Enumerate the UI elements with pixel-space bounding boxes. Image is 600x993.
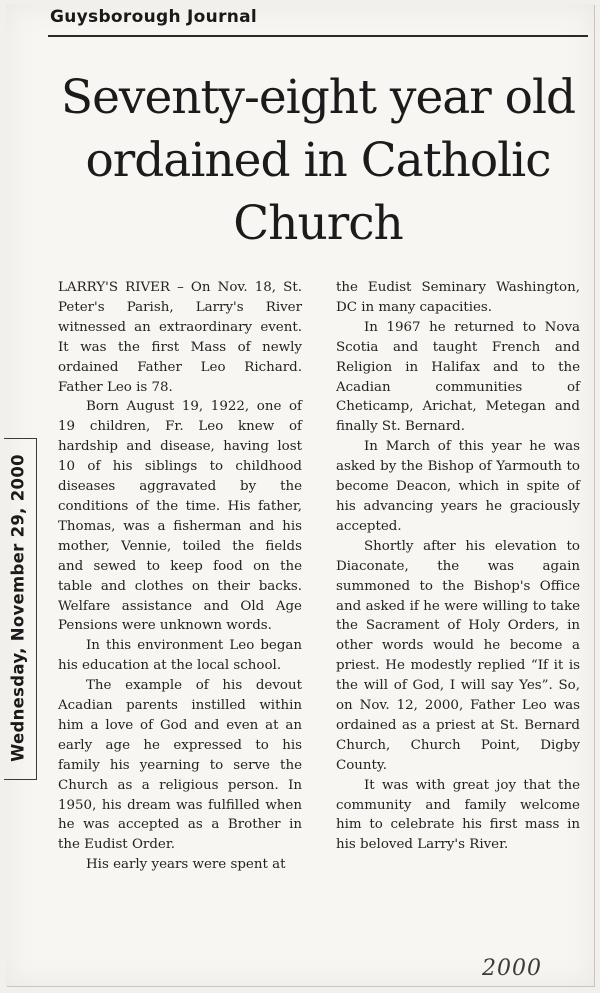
paragraph: It was with great joy that the community and family welcome him to celebrate his first mass in his beloved Larry's River. (336, 777, 580, 853)
paragraph: Born August 19, 1922, one of 19 children, Fr. Leo knew of hardship and disease, having lost 10 of his siblings to childhood diseases aggravated by the conditions of the time. His father, Thomas, was a fisherman and his mother, Vennie, toiled the fields and sewed to keep food on the table and clothes on their backs. Welfare assistance and Old Age Pensions were unknown words. (58, 399, 302, 634)
paragraph: The example of his devout Acadian parents instilled within him a love of God and even at an early age he expressed to his family his yearning to serve the Church as a religious person. In 1950, his dream was fulfilled when he was accepted as a Brother in the Eudist Order. (58, 678, 302, 853)
article-column-left (58, 278, 302, 875)
headline (48, 66, 588, 255)
paragraph: In 1967 he returned to Nova Scotia and taught French and Religion in Halifax and to the Acadian communities of Cheticamp, Arichat, Metegan and finally St. Bernard. (336, 319, 580, 435)
paragraph: His early years were spent at (86, 857, 286, 873)
headline-line-2: ordained in Catholic (85, 133, 551, 188)
headline-line-3: Church (233, 196, 403, 251)
paragraph: LARRY'S RIVER – On Nov. 18, St. Peter's Parish, Larry's River witnessed an extraordinary event. It was the first Mass of newly ordained Father Leo Richard. Father Leo is 78. (58, 280, 302, 395)
paragraph: In March of this year he was asked by the Bishop of Yarmouth to become Deacon, which in spite of his advancing years he graciously accepted. (336, 439, 580, 534)
paragraph: Shortly after his elevation to Diaconate, the was again summoned to the Bishop's Office and asked if he were willing to take the Sacrament of Holy Orders, in other words would he become a priest. He modestly replied “If it is the will of God, I will say Yes”. So, on Nov. 12, 2000, Father Leo was ordained as a priest at St. Bernard Church, Church Point, Digby County. (336, 538, 580, 773)
dateline: Wednesday, November 29, 2000 (8, 454, 28, 762)
headline-line-1: Seventy-eight year old (60, 70, 576, 125)
masthead (48, 4, 588, 37)
article-column-right (336, 278, 580, 855)
handwritten-year: 2000 (482, 956, 542, 981)
newspaper-name: Guysborough Journal (50, 7, 258, 27)
paragraph: In this environment Leo began his education at the local school. (58, 638, 302, 674)
paragraph: the Eudist Seminary Washington, DC in many capacities. (336, 280, 580, 315)
